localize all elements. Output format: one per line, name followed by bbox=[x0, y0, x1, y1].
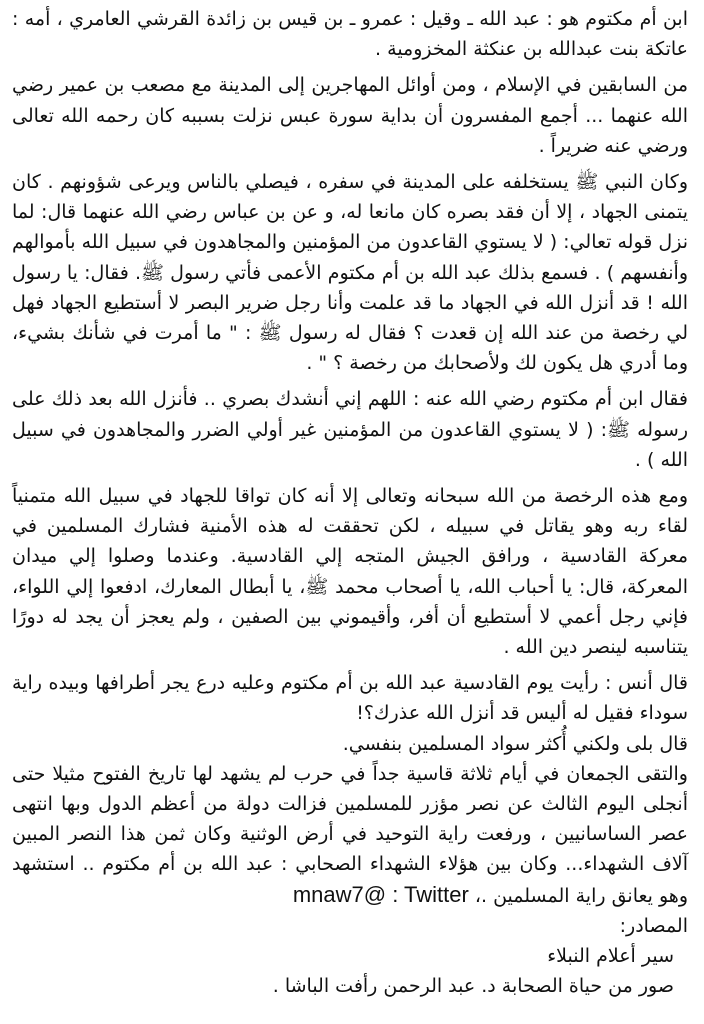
sources-heading: المصادر: bbox=[619, 914, 688, 937]
paragraph-martyrdom bbox=[12, 759, 688, 911]
twitter-handle: mnaw7@ : Twitter bbox=[292, 881, 469, 907]
paragraph-lineage: ابن أم مكتوم هو : عبد الله ـ وقيل : عمرو ـ بن قيس بن زائدة القرشي العامري ، أمه : عاتكة بنت عبدالله بن عنكثة المخزومية . bbox=[12, 8, 688, 61]
paragraph-revelation: فقال ابن أم مكتوم رضي الله عنه : اللهم إني أنشدك بصري .. فأنزل الله بعد ذلك على رسوله ﷺ: ( لا يستوي القاعدون من المؤمنين غير أولي الضرر والمجاهدون في سبيل الله ) . bbox=[12, 388, 688, 471]
paragraph-jihad-wish: وكان النبي ﷺ يستخلفه على المدينة في سفره ، فيصلي بالناس ويرعى شؤونهم . كان يتمنى الجهاد ، إلا أن فقد بصره كان مانعا له، و عن بن عباس رضي الله عنهما قال: لما نزل قوله تعالي: ( لا يستوي القاعدون من المؤمنين والمجاهدون في سبيل الله بأموالهم وأنفسهم ) . فسمع بذلك عبد الله بن أم مكتوم الأعمى فأتي رسول ﷺ. فقال: يا رسول الله ! قد أنزل الله في الجهاد ما قد علمت وأنا رجل ضرير البصر لا أستطيع الجهاد فهل لي رخصة من عند الله إن قعدت ؟ فقال له رسول ﷺ : " ما أمرت في شأنك بشيء، وما أدري هل يكون لك ولأصحابك من رخصة ؟ " . bbox=[12, 171, 688, 375]
source-item: صور من حياة الصحابة د. عبد الرحمن رأفت الباشا . bbox=[272, 975, 674, 998]
source-item: سير أعلام النبلاء bbox=[547, 945, 674, 968]
paragraph-anas-narration: قال أنس : رأيت يوم القادسية عبد الله بن أم مكتوم وعليه درع يجر أطرافها وبيده راية سوداء فقيل له أليس قد أنزل الله عذرك؟! bbox=[12, 672, 688, 725]
paragraph-qadisiyyah: ومع هذه الرخصة من الله سبحانه وتعالى إلا أنه كان تواقا للجهاد في سبيل الله متمنياً لقاء ربه وهو يقاتل في سبيله ، لكن تحققت له هذه الأمنية فشارك المسلمين في معركة القادسية ، ورافق الجيش المتجه إلي القادسية. وعندما وصلوا إلي ميدان المعركة، قال: يا أحباب الله، يا أصحاب محمد ﷺ، يا أبطال المعارك، ادفعوا إلي اللواء، فإني رجل أعمي لا أستطيع أن أفر، وأقيموني بين الصفين ، ولم يعجز أن يجد له دورًا يتناسبه لينصر دين الله . bbox=[12, 485, 688, 659]
paragraph-early-islam: من السابقين في الإسلام ، ومن أوائل المهاجرين إلى المدينة مع مصعب بن عمير رضي الله عنهما ... أجمع المفسرون أن بداية سورة عبس نزلت بسببه كان رحمه الله تعالى ورضي عنه ضريراً . bbox=[12, 74, 688, 157]
paragraph-reply: قال بلى ولكني أُكثر سواد المسلمين بنفسي. bbox=[342, 732, 688, 755]
martyrdom-text: والتقى الجمعان في أيام ثلاثة قاسية جداً في حرب لم يشهد لها تاريخ الفتوح مثيلا حتى أنجلى اليوم الثالث عن نصر مؤزر للمسلمين فزالت دولة من أعظم الدول وبها انتهى عصر الساسانيين ، ورفعت راية التوحيد في أرض الوثنية وكان ثمن هذا النصر المبين آلاف الشهداء... وكان بين هؤلاء الشهداء الصحابي : عبد الله بن أم مكتوم .. استشهد وهو يعانق راية المسلمين .، bbox=[12, 762, 688, 907]
